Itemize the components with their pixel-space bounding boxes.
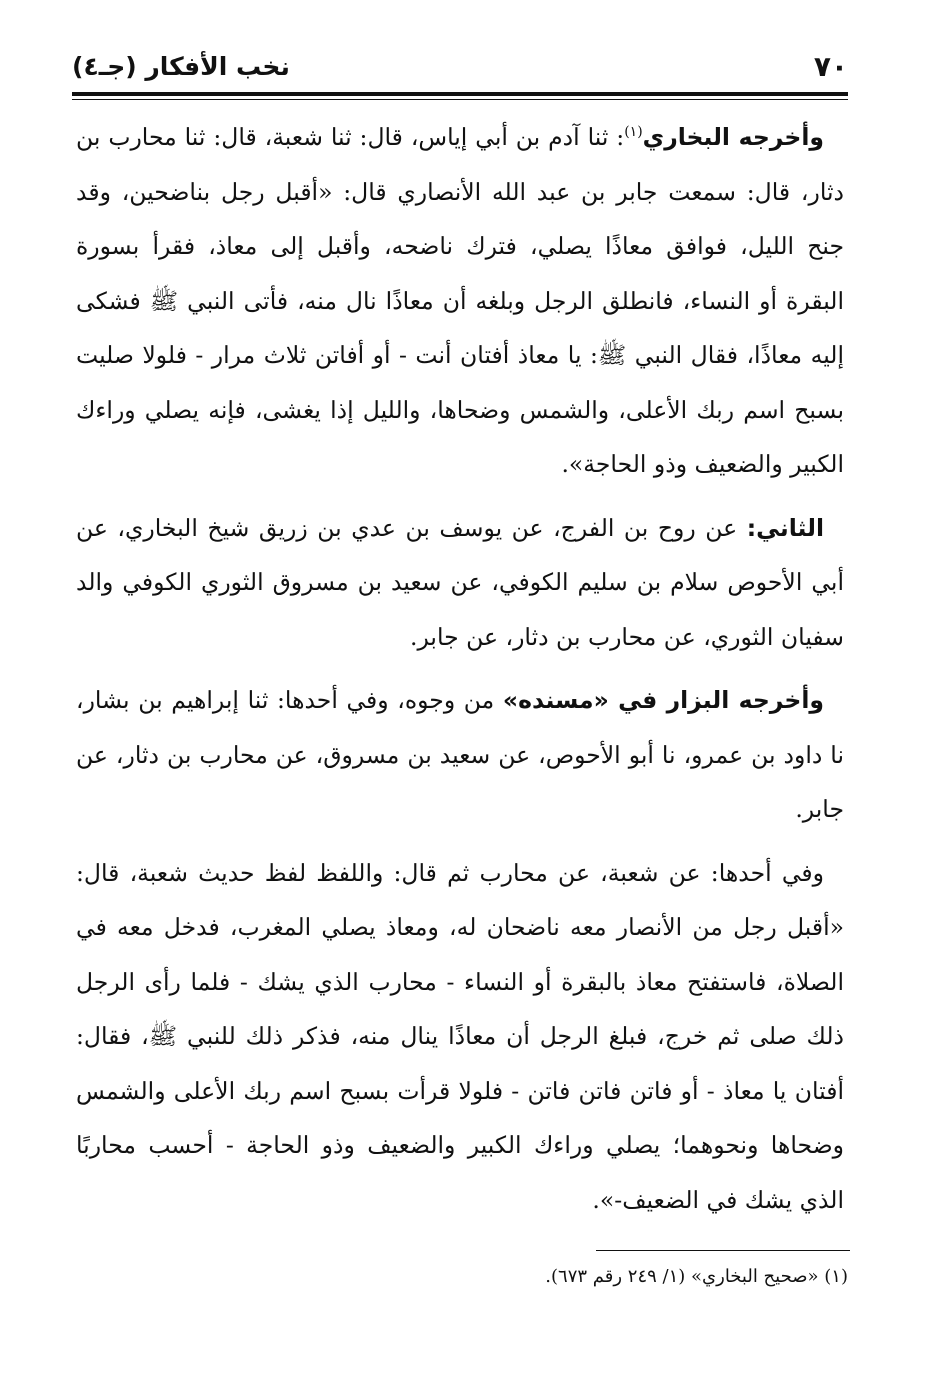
paragraph-bukhari bbox=[76, 110, 844, 492]
book-title: نخب الأفكار (جـ٤) bbox=[72, 52, 290, 81]
footnote-marker: (١) bbox=[824, 1266, 848, 1287]
paragraph-second-chain bbox=[76, 501, 844, 665]
paragraph-shuba-version bbox=[76, 846, 844, 1228]
paragraph-bazzar bbox=[76, 673, 844, 837]
main-text bbox=[76, 110, 844, 1227]
paragraph-text: من وجوه، وفي أحدها: ثنا إبراهيم بن بشار، نا داود بن عمرو، نا أبو الأحوص، عن سعيد بن مسروق، عن محارب بن دثار، عن جابر. bbox=[76, 686, 844, 823]
running-header bbox=[72, 48, 848, 90]
paragraph-text: عن روح بن الفرج، عن يوسف بن عدي بن زريق شيخ البخاري، عن أبي الأحوص سلام بن سليم الكوفي، عن سعيد بن مسروق الثوري الكوفي والد سفيان الثوري، عن محارب بن دثار، عن جابر. bbox=[76, 513, 844, 651]
header-rule-thin bbox=[72, 99, 848, 100]
paragraph-text: وفي أحدها: عن شعبة، عن محارب ثم قال: واللفظ لفظ حديث شعبة، قال: «أقبل رجل من الأنصار معه ناضحان له، ومعاذ يصلي المغرب، فدخل معه في الصلاة، فاستفتح معاذ بالبقرة أو النساء - محارب الذي يشك - فلما رأى الرجل ذلك صلى ثم خرج، فبلغ الرجل أن معاذًا ينال منه، فذكر ذلك للنبي ﷺ، فقال: أفتان يا معاذ - أو فاتن فاتن فاتن - فلولا قرأت بسبح اسم ربك الأعلى والشمس وضحاها ونحوهما؛ يصلي وراءك الكبير والضعيف وذو الحاجة - أحسب محاربًا الذي يشك في الضعيف-». bbox=[76, 858, 844, 1214]
footnote-ref[interactable]: (١) bbox=[624, 124, 643, 141]
page-number: ٧٠ bbox=[813, 50, 848, 83]
paragraph-lead: وأخرجه البخاري bbox=[642, 123, 824, 151]
paragraph-text: : ثنا آدم بن أبي إياس، قال: ثنا شعبة، قال: ثنا محارب بن دثار، قال: سمعت جابر بن عبد الله الأنصاري قال: «أقبل رجل بناضحين، وقد جنح الليل، فوافق معاذًا يصلي، فترك ناضحه، وأقبل إلى معاذ، فقرأ بسورة البقرة أو النساء، فانطلق الرجل وبلغه أن معاذًا نال منه، فأتى النبي ﷺ فشكى إليه معاذًا، فقال النبي ﷺ: يا معاذ أفتان أنت - أو أفاتن ثلاث مرار - فلولا صليت بسبح اسم ربك الأعلى، والشمس وضحاها، والليل إذا يغشى، فإنه يصلي وراءك الكبير والضعيف وذو الحاجة». bbox=[76, 123, 844, 478]
paragraph-lead: وأخرجه البزار في «مسنده» bbox=[502, 686, 825, 714]
header-rule-thick bbox=[72, 92, 848, 96]
footnote-separator bbox=[596, 1250, 850, 1251]
paragraph-lead: الثاني: bbox=[746, 513, 824, 542]
footnote bbox=[76, 1262, 848, 1292]
footnote-text: «صحيح البخاري» (١/ ٢٤٩ رقم ٦٧٣). bbox=[545, 1266, 819, 1287]
